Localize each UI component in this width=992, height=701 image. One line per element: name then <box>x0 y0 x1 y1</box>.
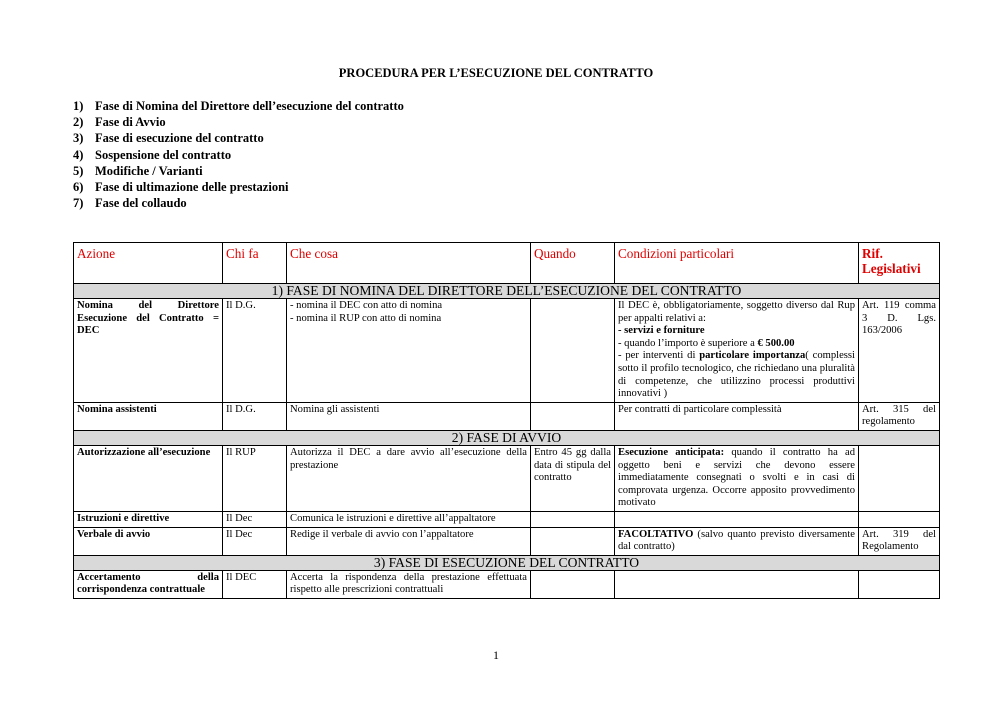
header-condizioni: Condizioni particolari <box>615 243 859 284</box>
table-row <box>74 299 940 403</box>
page-number: 1 <box>493 648 499 662</box>
cell-quando <box>531 527 615 555</box>
cell-che: Autorizza il DEC a dare avvio all’esecuzione della prestazione <box>287 445 531 511</box>
cell-che: Redige il verbale di avvio con l’appaltatore <box>287 527 531 555</box>
cell-condizioni: FACOLTATIVO (salvo quanto previsto diversamente dal contratto) <box>615 527 859 555</box>
table-row <box>74 570 940 598</box>
cell-chi: Il Dec <box>223 527 287 555</box>
cell-rif <box>859 445 940 511</box>
section-row <box>74 430 940 445</box>
procedure-table <box>73 242 940 599</box>
phase-item: 3) Fase di esecuzione del contratto <box>73 131 264 146</box>
section-title: 1) FASE DI NOMINA DEL DIRETTORE DELL’ESECUZIONE DEL CONTRATTO <box>74 284 940 299</box>
phase-item: 7) Fase del collaudo <box>73 196 187 211</box>
phase-item: 6) Fase di ultimazione delle prestazioni <box>73 180 289 195</box>
table-row <box>74 445 940 511</box>
phase-item: 2) Fase di Avvio <box>73 115 166 130</box>
cell-azione: Istruzioni e direttive <box>74 511 223 527</box>
cell-che: - nomina il DEC con atto di nomina - nomina il RUP con atto di nomina <box>287 299 531 403</box>
cell-azione: Autorizzazione all’esecuzione <box>74 445 223 511</box>
cell-azione: Verbale di avvio <box>74 527 223 555</box>
table-row <box>74 402 940 430</box>
cell-rif: Art. 315 del regolamento <box>859 402 940 430</box>
cell-chi: Il Dec <box>223 511 287 527</box>
cell-chi: Il DEC <box>223 570 287 598</box>
document-title: PROCEDURA PER L’ESECUZIONE DEL CONTRATTO <box>338 66 654 80</box>
table-row <box>74 511 940 527</box>
section-row <box>74 555 940 570</box>
section-title: 2) FASE DI AVVIO <box>74 430 940 445</box>
phase-item: 5) Modifiche / Varianti <box>73 163 203 178</box>
cell-azione: Nomina assistenti <box>74 402 223 430</box>
cell-condizioni: Per contratti di particolare complessità <box>615 402 859 430</box>
cell-condizioni: Esecuzione anticipata: quando il contratto ha ad oggetto beni e servizi che devono essere immediatamente consegnati o svolti e in casi di comprovata urgenza. Occorre apposito provvedimento motivato <box>615 445 859 511</box>
header-rif: Rif. Legislativi <box>859 243 940 284</box>
cell-chi: Il D.G. <box>223 402 287 430</box>
header-azione: Azione <box>74 243 223 284</box>
cell-rif: Art. 319 del Regolamento <box>859 527 940 555</box>
cell-chi: Il D.G. <box>223 299 287 403</box>
table-header-row <box>74 243 940 284</box>
header-quando: Quando <box>531 243 615 284</box>
cell-rif: Art. 119 comma 3 D. Lgs. 163/2006 <box>859 299 940 403</box>
cell-condizioni: Il DEC è, obbligatoriamente, soggetto diverso dal Rup per appalti relativi a: - servizi e forniture - quando l’importo è superiore a € 500.00 - per interventi di particolare importanza( complessi sotto il profilo tecnologico, che richiedano una pluralità di competenze, che utilizzino processi produttivi innovativi ) <box>615 299 859 403</box>
cell-condizioni <box>615 511 859 527</box>
section-title: 3) FASE DI ESECUZIONE DEL CONTRATTO <box>74 555 940 570</box>
header-chi-fa: Chi fa <box>223 243 287 284</box>
cell-che: Comunica le istruzioni e direttive all’appaltatore <box>287 511 531 527</box>
cell-azione: Accertamento della corrispondenza contrattuale <box>74 570 223 598</box>
cell-quando: Entro 45 gg dalla data di stipula del contratto <box>531 445 615 511</box>
cell-condizioni <box>615 570 859 598</box>
cell-chi: Il RUP <box>223 445 287 511</box>
cell-quando <box>531 402 615 430</box>
cell-quando <box>531 570 615 598</box>
phase-item: 4) Sospensione del contratto <box>73 147 232 162</box>
cell-che: Nomina gli assistenti <box>287 402 531 430</box>
section-row <box>74 284 940 299</box>
cell-rif <box>859 511 940 527</box>
table-row <box>74 527 940 555</box>
phase-item: 1) Fase di Nomina del Direttore dell’esecuzione del contratto <box>73 99 404 113</box>
cell-quando <box>531 511 615 527</box>
cell-quando <box>531 299 615 403</box>
cell-rif <box>859 570 940 598</box>
cell-azione: Nomina del Direttore Esecuzione del Contratto = DEC <box>74 299 223 403</box>
header-che-cosa: Che cosa <box>287 243 531 284</box>
cell-che: Accerta la rispondenza della prestazione effettuata rispetto alle prescrizioni contrattuali <box>287 570 531 598</box>
phase-list <box>73 98 404 211</box>
